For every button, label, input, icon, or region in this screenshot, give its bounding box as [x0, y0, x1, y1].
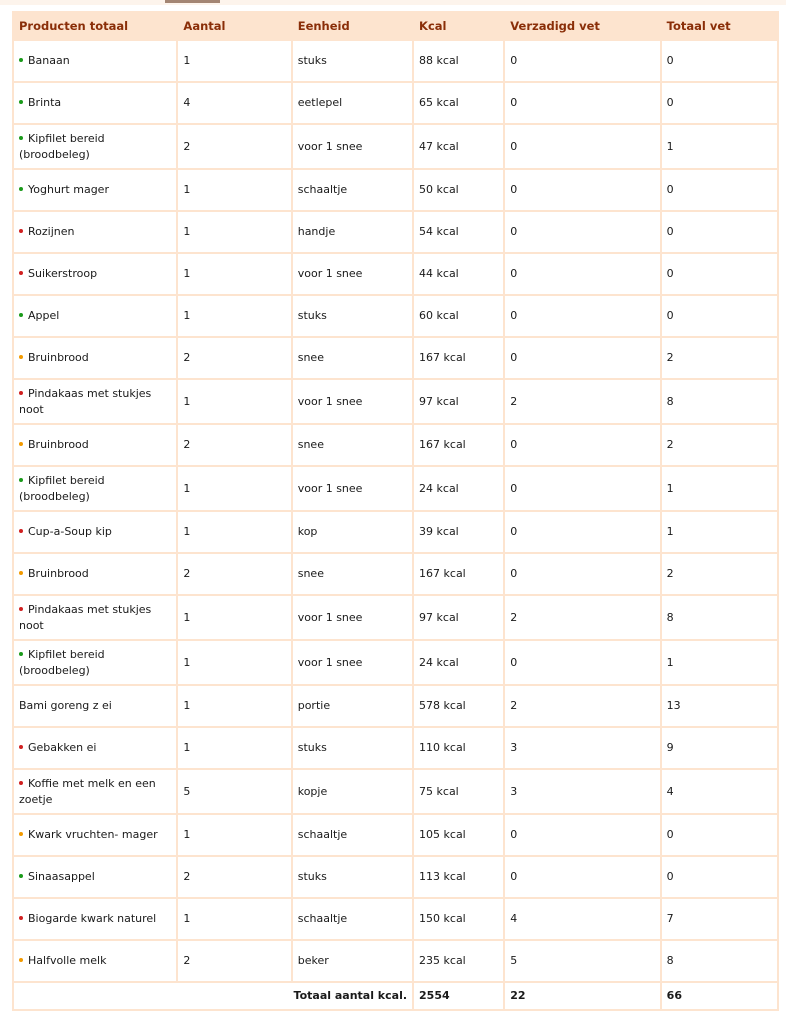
unit-cell: voor 1 snee: [293, 641, 412, 684]
kcal-cell: 50 kcal: [414, 170, 503, 210]
quantity-cell: 1: [178, 899, 290, 939]
table-row: [14, 770, 777, 813]
product-name: Rozijnen: [28, 225, 75, 238]
total-fat-cell: 0: [662, 857, 777, 897]
total-fat-cell: 2: [662, 554, 777, 594]
table-row: [14, 425, 777, 465]
total-saturated-fat: 22: [505, 983, 659, 1009]
total-fat-cell: 8: [662, 941, 777, 981]
table-row: [14, 899, 777, 939]
total-kcal: 2554: [414, 983, 503, 1009]
quantity-cell: 1: [178, 467, 290, 510]
quantity-cell: 1: [178, 380, 290, 423]
kcal-cell: 113 kcal: [414, 857, 503, 897]
kcal-cell: 97 kcal: [414, 596, 503, 639]
table-row: [14, 380, 777, 423]
total-fat-cell: 9: [662, 728, 777, 768]
saturated-fat-cell: 0: [505, 554, 659, 594]
total-fat-cell: 0: [662, 170, 777, 210]
green-dot-icon: [19, 652, 23, 656]
kcal-cell: 54 kcal: [414, 212, 503, 252]
saturated-fat-cell: 0: [505, 296, 659, 336]
saturated-fat-cell: 0: [505, 815, 659, 855]
green-dot-icon: [19, 478, 23, 482]
product-cell: [14, 296, 176, 336]
total-fat-cell: 7: [662, 899, 777, 939]
table-row: [14, 554, 777, 594]
quantity-cell: 2: [178, 338, 290, 378]
product-name: Kwark vruchten- mager: [28, 828, 158, 841]
header-quantity: Aantal: [178, 13, 290, 39]
total-fat-cell: 0: [662, 83, 777, 123]
product-name: Pindakaas met stukjes noot: [19, 386, 152, 416]
kcal-cell: 167 kcal: [414, 338, 503, 378]
quantity-cell: 1: [178, 815, 290, 855]
table-row: [14, 686, 777, 726]
table-row: [14, 338, 777, 378]
orange-dot-icon: [19, 571, 23, 575]
product-cell: [14, 686, 176, 726]
saturated-fat-cell: 0: [505, 170, 659, 210]
table-row: [14, 41, 777, 81]
green-dot-icon: [19, 136, 23, 140]
kcal-cell: 235 kcal: [414, 941, 503, 981]
product-name: Bruinbrood: [28, 438, 89, 451]
quantity-cell: 5: [178, 770, 290, 813]
total-label: Totaal aantal kcal.: [14, 983, 412, 1009]
kcal-cell: 97 kcal: [414, 380, 503, 423]
unit-cell: beker: [293, 941, 412, 981]
quantity-cell: 1: [178, 41, 290, 81]
total-fat-cell: 0: [662, 296, 777, 336]
product-name: Brinta: [28, 96, 62, 109]
product-cell: [14, 728, 176, 768]
quantity-cell: 1: [178, 686, 290, 726]
quantity-cell: 2: [178, 425, 290, 465]
saturated-fat-cell: 0: [505, 467, 659, 510]
kcal-cell: 578 kcal: [414, 686, 503, 726]
table-row: [14, 728, 777, 768]
unit-cell: snee: [293, 425, 412, 465]
quantity-cell: 1: [178, 641, 290, 684]
product-cell: [14, 770, 176, 813]
saturated-fat-cell: 0: [505, 512, 659, 552]
saturated-fat-cell: 4: [505, 899, 659, 939]
header-unit: Eenheid: [293, 13, 412, 39]
product-cell: [14, 857, 176, 897]
saturated-fat-cell: 3: [505, 728, 659, 768]
total-fat-cell: 0: [662, 254, 777, 294]
unit-cell: handje: [293, 212, 412, 252]
total-fat-cell: 8: [662, 596, 777, 639]
saturated-fat-cell: 0: [505, 125, 659, 168]
product-cell: [14, 254, 176, 294]
unit-cell: kop: [293, 512, 412, 552]
kcal-cell: 24 kcal: [414, 641, 503, 684]
quantity-cell: 1: [178, 512, 290, 552]
unit-cell: schaaltje: [293, 815, 412, 855]
table-row: [14, 467, 777, 510]
unit-cell: snee: [293, 554, 412, 594]
quantity-cell: 2: [178, 941, 290, 981]
total-fat-cell: 2: [662, 338, 777, 378]
product-name: Appel: [28, 309, 60, 322]
red-dot-icon: [19, 781, 23, 785]
total-fat-cell: 1: [662, 125, 777, 168]
unit-cell: stuks: [293, 728, 412, 768]
unit-cell: voor 1 snee: [293, 596, 412, 639]
kcal-cell: 88 kcal: [414, 41, 503, 81]
kcal-cell: 150 kcal: [414, 899, 503, 939]
kcal-cell: 65 kcal: [414, 83, 503, 123]
quantity-cell: 2: [178, 857, 290, 897]
kcal-cell: 110 kcal: [414, 728, 503, 768]
cropped-heading-fragment: [165, 0, 220, 3]
table-row: [14, 170, 777, 210]
quantity-cell: 1: [178, 296, 290, 336]
product-cell: [14, 338, 176, 378]
table-body: [14, 41, 777, 981]
red-dot-icon: [19, 391, 23, 395]
quantity-cell: 1: [178, 728, 290, 768]
total-fat-cell: 2: [662, 425, 777, 465]
total-fat-cell: 1: [662, 467, 777, 510]
red-dot-icon: [19, 916, 23, 920]
unit-cell: voor 1 snee: [293, 254, 412, 294]
red-dot-icon: [19, 607, 23, 611]
saturated-fat-cell: 0: [505, 83, 659, 123]
product-cell: [14, 641, 176, 684]
orange-dot-icon: [19, 832, 23, 836]
product-cell: [14, 596, 176, 639]
header-kcal: Kcal: [414, 13, 503, 39]
product-cell: [14, 554, 176, 594]
unit-cell: voor 1 snee: [293, 380, 412, 423]
table-row: [14, 83, 777, 123]
total-row: [14, 983, 777, 1009]
kcal-cell: 44 kcal: [414, 254, 503, 294]
quantity-cell: 2: [178, 125, 290, 168]
product-name: Kipfilet bereid (broodbeleg): [19, 647, 105, 677]
product-name: Biogarde kwark naturel: [28, 912, 157, 925]
red-dot-icon: [19, 529, 23, 533]
unit-cell: eetlepel: [293, 83, 412, 123]
red-dot-icon: [19, 229, 23, 233]
saturated-fat-cell: 0: [505, 41, 659, 81]
total-fat-cell: 13: [662, 686, 777, 726]
header-saturated-fat: Verzadigd vet: [505, 13, 659, 39]
saturated-fat-cell: 0: [505, 212, 659, 252]
orange-dot-icon: [19, 442, 23, 446]
total-fat: 66: [662, 983, 777, 1009]
product-cell: [14, 41, 176, 81]
green-dot-icon: [19, 187, 23, 191]
kcal-cell: 24 kcal: [414, 467, 503, 510]
product-name: Yoghurt mager: [28, 183, 109, 196]
product-name: Gebakken ei: [28, 741, 97, 754]
green-dot-icon: [19, 313, 23, 317]
red-dot-icon: [19, 745, 23, 749]
product-cell: [14, 170, 176, 210]
total-fat-cell: 0: [662, 41, 777, 81]
unit-cell: stuks: [293, 41, 412, 81]
saturated-fat-cell: 2: [505, 596, 659, 639]
product-name: Kipfilet bereid (broodbeleg): [19, 131, 105, 161]
table-row: [14, 296, 777, 336]
total-fat-cell: 1: [662, 512, 777, 552]
total-fat-cell: 4: [662, 770, 777, 813]
unit-cell: stuks: [293, 857, 412, 897]
table-row: [14, 857, 777, 897]
product-cell: [14, 425, 176, 465]
header-products: Producten totaal: [14, 13, 176, 39]
table-row: [14, 212, 777, 252]
total-fat-cell: 0: [662, 212, 777, 252]
product-cell: [14, 899, 176, 939]
quantity-cell: 2: [178, 554, 290, 594]
product-name: Pindakaas met stukjes noot: [19, 602, 152, 632]
quantity-cell: 1: [178, 254, 290, 294]
saturated-fat-cell: 0: [505, 338, 659, 378]
unit-cell: snee: [293, 338, 412, 378]
product-name: Suikerstroop: [28, 267, 98, 280]
product-name: Bami goreng z ei: [19, 699, 112, 712]
kcal-cell: 60 kcal: [414, 296, 503, 336]
top-strip: [0, 0, 786, 5]
total-fat-cell: 0: [662, 815, 777, 855]
table-header-row: [14, 13, 777, 39]
unit-cell: voor 1 snee: [293, 467, 412, 510]
kcal-cell: 47 kcal: [414, 125, 503, 168]
product-cell: [14, 83, 176, 123]
saturated-fat-cell: 3: [505, 770, 659, 813]
table-row: [14, 125, 777, 168]
product-name: Bruinbrood: [28, 351, 89, 364]
product-cell: [14, 380, 176, 423]
green-dot-icon: [19, 874, 23, 878]
saturated-fat-cell: 0: [505, 641, 659, 684]
unit-cell: schaaltje: [293, 899, 412, 939]
total-fat-cell: 8: [662, 380, 777, 423]
quantity-cell: 1: [178, 596, 290, 639]
table-row: [14, 641, 777, 684]
product-name: Sinaasappel: [28, 870, 95, 883]
unit-cell: kopje: [293, 770, 412, 813]
total-fat-cell: 1: [662, 641, 777, 684]
red-dot-icon: [19, 271, 23, 275]
product-name: Koffie met melk en een zoetje: [19, 776, 156, 806]
product-cell: [14, 512, 176, 552]
nutrition-table: [12, 11, 779, 1011]
table-row: [14, 941, 777, 981]
quantity-cell: 1: [178, 170, 290, 210]
quantity-cell: 4: [178, 83, 290, 123]
unit-cell: stuks: [293, 296, 412, 336]
kcal-cell: 39 kcal: [414, 512, 503, 552]
unit-cell: voor 1 snee: [293, 125, 412, 168]
quantity-cell: 1: [178, 212, 290, 252]
kcal-cell: 75 kcal: [414, 770, 503, 813]
header-total-fat: Totaal vet: [662, 13, 777, 39]
product-cell: [14, 212, 176, 252]
kcal-cell: 105 kcal: [414, 815, 503, 855]
unit-cell: portie: [293, 686, 412, 726]
table-row: [14, 596, 777, 639]
saturated-fat-cell: 2: [505, 380, 659, 423]
kcal-cell: 167 kcal: [414, 425, 503, 465]
orange-dot-icon: [19, 958, 23, 962]
kcal-cell: 167 kcal: [414, 554, 503, 594]
product-name: Banaan: [28, 54, 70, 67]
product-cell: [14, 125, 176, 168]
table-row: [14, 512, 777, 552]
table-row: [14, 254, 777, 294]
table-row: [14, 815, 777, 855]
saturated-fat-cell: 0: [505, 425, 659, 465]
product-name: Bruinbrood: [28, 567, 89, 580]
product-name: Cup-a-Soup kip: [28, 525, 112, 538]
saturated-fat-cell: 0: [505, 254, 659, 294]
saturated-fat-cell: 0: [505, 857, 659, 897]
green-dot-icon: [19, 58, 23, 62]
product-cell: [14, 467, 176, 510]
green-dot-icon: [19, 100, 23, 104]
product-cell: [14, 941, 176, 981]
product-name: Kipfilet bereid (broodbeleg): [19, 473, 105, 503]
saturated-fat-cell: 5: [505, 941, 659, 981]
unit-cell: schaaltje: [293, 170, 412, 210]
saturated-fat-cell: 2: [505, 686, 659, 726]
product-cell: [14, 815, 176, 855]
product-name: Halfvolle melk: [28, 954, 107, 967]
orange-dot-icon: [19, 355, 23, 359]
